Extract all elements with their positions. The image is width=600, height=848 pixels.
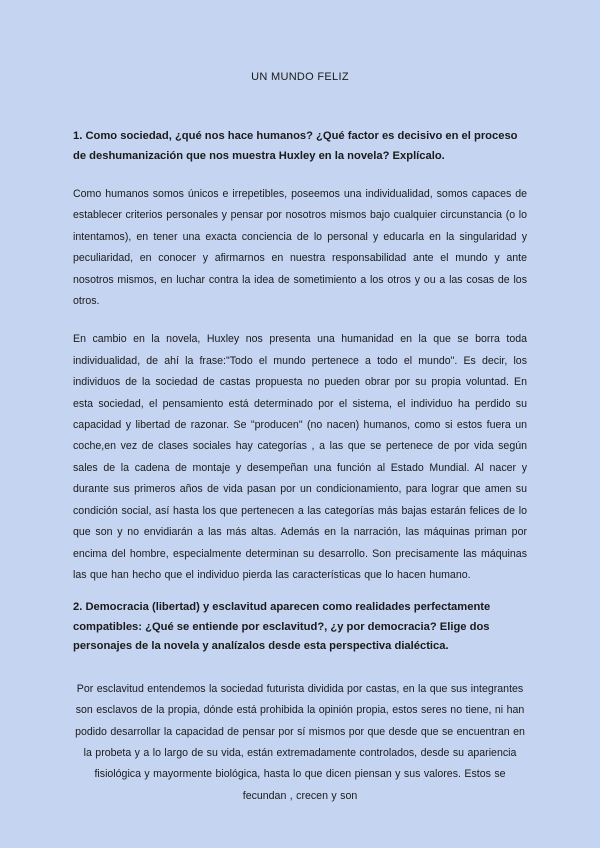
question-2: 2. Democracia (libertad) y esclavitud aparecen como realidades perfectamente compatibles: ¿Qué se entiende por esclavitud?, ¿y por democracia? Elige dos personajes de la novela y analízalos desde esta perspectiva dialéctica. [73, 601, 491, 653]
answer-1-paragraph-2: En cambio en la novela, Huxley nos presenta una humanidad en la que se borra toda individualidad, de ahí la frase:"Todo el mundo pertenece a todo el mundo". Es decir, los individuos de la sociedad de castas propuesta no pueden obrar por su propia voluntad. En esta sociedad, el pensamiento está determinado por el sistema, el individuo ha perdido su capacidad y libertad de razonar. Se "producen" (no nacen) humanos, como si estos fuera un coche,en vez de clases sociales hay categorías , a las que se pertenece de por vida según sales de la cadena de montaje y desempeñan una función al Estado Mundial. Al nacer y durante sus primeros años de vida pasan por un condicionamiento, para lograr que amen su condición social, así hasta los que pertenecen a las categorías más bajas estarán felices de lo que son y no envidiarán a las más altas. Además en la narración, las máquinas priman por encima del hombre, especialmente determinan su desarrollo. Son precisamente las máquinas las que han hecho que el individuo pierda las características que lo hacen humano. [73, 333, 527, 581]
answer-1-paragraph-1: Como humanos somos únicos e irrepetibles, poseemos una individualidad, somos capaces de establecer criterios personales y pensar por nosotros mismos bajo cualquier circunstancia (o lo intentamos), en tener una exacta conciencia de lo personal y educarla en la singularidad y peculiaridad, en conocer y afirmarnos en nuestra responsabilidad ante el mundo y ante nosotros mismos, en luchar contra la idea de sometimiento a los otros y ou a las cosas de los otros. [73, 188, 527, 308]
question-1: 1. Como sociedad, ¿qué nos hace humanos? ¿Qué factor es decisivo en el proceso de deshumanización que nos muestra Huxley en la novela? Explícalo. [73, 130, 518, 162]
document-title: UN MUNDO FELIZ [251, 71, 349, 83]
answer-2-paragraph-1: Por esclavitud entendemos la sociedad futurista dividida por castas, en la que sus integrantes son esclavos de la propia, dónde está prohibida la opinión propia, estos seres no tiene, ni han podido desarrollar la capacidad de pensar por sí mismos por que desde que se encuentran en la probeta y a lo largo de su vida, están extremadamente controlados, desde su apariencia fisiológica y mayormente biológica, hasta lo que dicen piensan y sus valores. Estos se fecundan , crecen y son [75, 682, 525, 802]
